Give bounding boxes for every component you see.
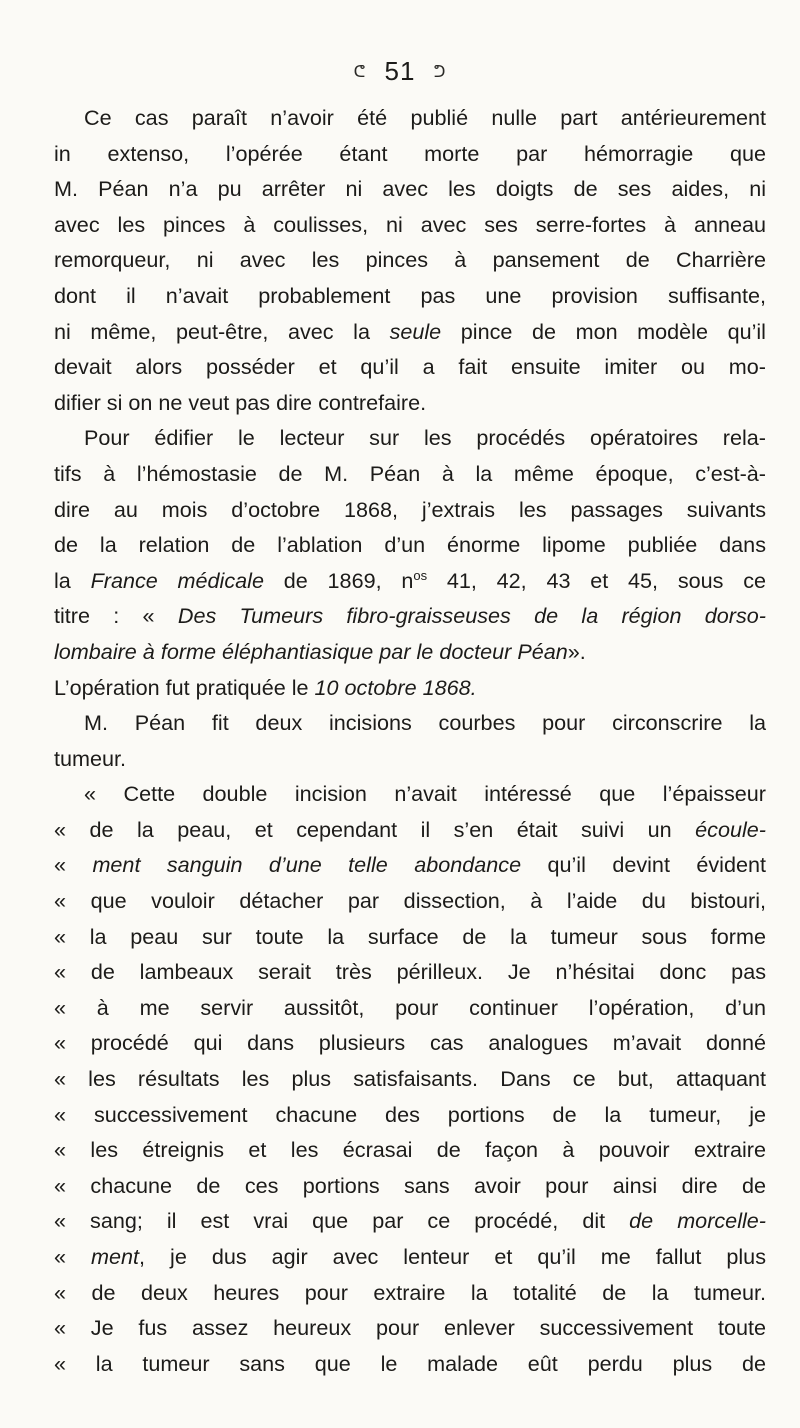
text-line xyxy=(54,705,766,741)
text-segment: « chacune de ces portions sans avoir pour ainsi dire de xyxy=(54,1172,766,1198)
text-segment: « à me servir aussitôt, pour continuer l’opération, d’un xyxy=(54,994,766,1020)
italic-text: France médicale xyxy=(90,567,264,593)
text-segment: M. Péan fit deux incisions courbes pour circonscrire la xyxy=(84,710,766,736)
text-segment: de 1869, n xyxy=(263,567,414,593)
text-segment: 41, 42, 43 et 45, sous ce xyxy=(427,567,767,593)
text-line xyxy=(54,919,766,955)
text-line xyxy=(54,207,766,243)
italic-text: 10 octobre 1868. xyxy=(314,674,477,700)
text-line xyxy=(54,349,766,385)
text-line xyxy=(54,812,766,848)
text-line xyxy=(54,634,766,670)
italic-text: ment xyxy=(91,1244,140,1269)
text-line xyxy=(54,420,766,456)
superscript-text: os xyxy=(413,567,428,583)
text-segment: , je dus agir avec lenteur et qu’il me fallut plus xyxy=(139,1244,766,1269)
text-segment: tumeur. xyxy=(54,745,127,771)
text-line xyxy=(54,1310,766,1346)
left-ornament-icon: ᕦ xyxy=(353,64,367,82)
italic-text: lombaire à forme éléphantiasique par le docteur Péan xyxy=(54,638,568,664)
text-segment: qu’il devint évident xyxy=(521,852,766,878)
text-line xyxy=(54,1168,766,1204)
text-line xyxy=(54,670,766,706)
text-line xyxy=(54,883,766,919)
text-segment: « successivement chacune des portions de la tumeur, je xyxy=(54,1101,766,1127)
text-line xyxy=(54,527,766,563)
italic-text: écoule- xyxy=(695,816,766,842)
text-segment: « de lambeaux serait très périlleux. Je n’hésitai donc pas xyxy=(54,959,766,985)
text-segment: « la tumeur sans que le malade eût perdu plus de xyxy=(54,1350,766,1376)
right-ornament-icon: ᕤ xyxy=(433,64,447,82)
text-line xyxy=(54,278,766,314)
italic-text: de morcelle- xyxy=(629,1208,766,1234)
page-header xyxy=(0,56,800,88)
text-segment: pince de mon modèle qu’il xyxy=(441,318,766,344)
text-segment: dont il n’avait probablement pas une provision suffisante, xyxy=(54,282,766,308)
text-line xyxy=(54,1132,766,1168)
text-segment: « Cette double incision n’avait intéressé que l’épaisseur xyxy=(84,781,766,807)
text-segment: « de la peau, et cependant il s’en était suivi un xyxy=(54,816,696,842)
text-segment: « xyxy=(54,852,93,878)
text-line xyxy=(54,1097,766,1133)
text-segment: « de deux heures pour extraire la totalité de la tumeur. xyxy=(54,1279,766,1305)
italic-text: Des Tumeurs fibro-graisseuses de la région dorso- xyxy=(177,603,766,629)
italic-text: seule xyxy=(389,318,442,344)
text-segment: ». xyxy=(567,638,586,664)
text-segment: « la peau sur toute la surface de la tumeur sous forme xyxy=(54,923,766,949)
page-number: 51 xyxy=(384,56,416,86)
text-line xyxy=(54,1239,766,1275)
text-line xyxy=(54,136,766,172)
text-line xyxy=(54,598,766,634)
text-line xyxy=(54,563,766,599)
text-segment: in extenso, l’opérée étant morte par hémorragie que xyxy=(54,140,766,166)
text-line xyxy=(54,456,766,492)
text-line xyxy=(54,314,766,350)
text-segment: titre : « xyxy=(54,603,178,629)
text-segment: difier si on ne veut pas dire contrefaire. xyxy=(54,389,427,415)
text-line xyxy=(54,385,766,421)
italic-text: ment sanguin d’une telle abondance xyxy=(92,852,522,878)
text-line xyxy=(54,242,766,278)
text-line xyxy=(54,990,766,1026)
text-line xyxy=(54,1061,766,1097)
text-segment: « sang; il est vrai que par ce procédé, dit xyxy=(54,1208,630,1234)
text-segment: M. Péan n’a pu arrêter ni avec les doigts de ses aides, ni xyxy=(54,176,766,202)
text-segment: « procédé qui dans plusieurs cas analogues m’avait donné xyxy=(54,1030,766,1056)
body-text xyxy=(54,100,766,1381)
text-line xyxy=(54,1203,766,1239)
text-line xyxy=(54,100,766,136)
text-segment: devait alors posséder et qu’il a fait ensuite imiter ou mo- xyxy=(54,354,766,380)
text-line xyxy=(54,954,766,990)
text-segment: remorqueur, ni avec les pinces à pansement de Charrière xyxy=(54,247,766,273)
text-segment: Pour édifier le lecteur sur les procédés opératoires rela- xyxy=(84,425,766,451)
text-segment: « Je fus assez heureux pour enlever successivement toute xyxy=(54,1315,766,1341)
text-line xyxy=(54,492,766,528)
text-segment: « les résultats les plus satisfaisants. Dans ce but, attaquant xyxy=(54,1066,766,1092)
text-line xyxy=(54,741,766,777)
text-line xyxy=(54,1346,766,1382)
text-segment: ni même, peut-être, avec la xyxy=(54,318,390,344)
text-segment: Ce cas paraît n’avoir été publié nulle part antérieurement xyxy=(84,105,766,130)
text-segment: la xyxy=(54,567,91,593)
text-segment: L’opération fut pratiquée le xyxy=(54,674,315,700)
text-line xyxy=(54,776,766,812)
text-segment: dire au mois d’octobre 1868, j’extrais les passages suivants xyxy=(54,496,766,522)
text-line xyxy=(54,847,766,883)
text-line xyxy=(54,171,766,207)
text-segment: de la relation de l’ablation d’un énorme lipome publiée dans xyxy=(54,532,766,558)
text-segment: « que vouloir détacher par dissection, à l’aide du bistouri, xyxy=(54,888,766,914)
text-segment: tifs à l’hémostasie de M. Péan à la même époque, c’est-à- xyxy=(54,460,766,486)
text-segment: « les étreignis et les écrasai de façon à pouvoir extraire xyxy=(54,1137,766,1163)
text-segment: avec les pinces à coulisses, ni avec ses serre-fortes à anneau xyxy=(54,211,766,237)
text-line xyxy=(54,1275,766,1311)
text-segment: « xyxy=(54,1244,92,1269)
text-line xyxy=(54,1025,766,1061)
